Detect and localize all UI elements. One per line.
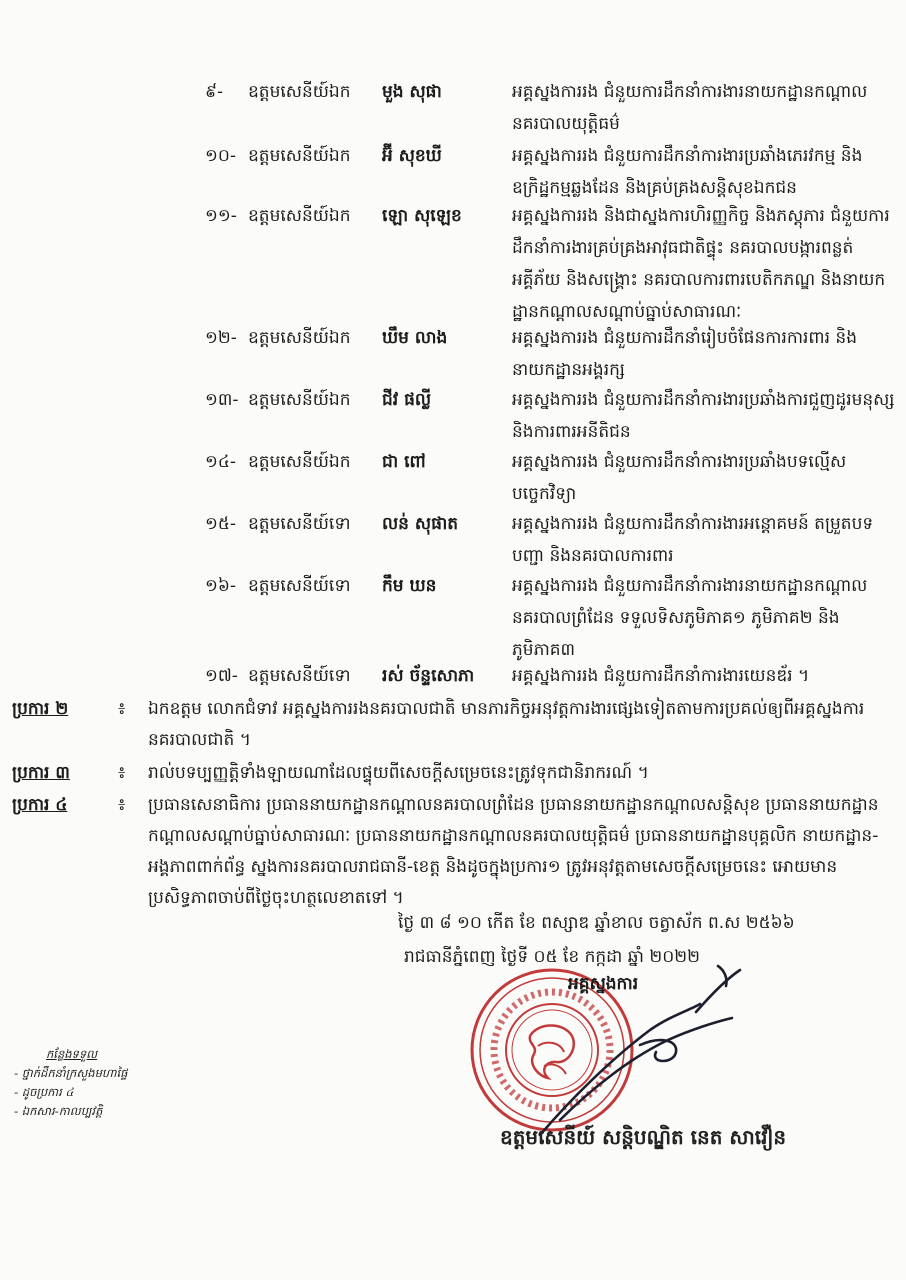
member-rank: ឧត្តមសេនីយ៍ឯក xyxy=(248,390,351,410)
distribution-item: - ថ្នាក់ដឹកនាំក្រសួងមហាផ្ទៃ xyxy=(14,1066,128,1080)
member-name: ឡោ សុឡេខ xyxy=(382,206,462,226)
member-name: ជា ពៅ xyxy=(382,452,426,472)
member-number: ១៥- xyxy=(205,514,237,534)
member-position: អគ្គស្នងការរង ជំនួយការដឹកនាំការងារយេនឌ័រ ។ xyxy=(512,666,810,686)
member-rank: ឧត្តមសេនីយ៍ឯក xyxy=(248,82,351,102)
member-rank: ឧត្តមសេនីយ៍ឯក xyxy=(248,328,351,348)
member-position: អគ្គស្នងការរង ជំនួយការដឹកនាំការងារនាយកដ្ឋានកណ្ដាលនគរបាលយុត្តិធម៌ xyxy=(512,82,868,134)
member-position: អគ្គស្នងការរង ជំនួយការដឹកនាំការងារប្រឆាំងបទល្មើសបច្ចេកវិទ្យា xyxy=(512,452,847,504)
handwritten-signature xyxy=(500,940,760,1140)
signatory-name: ឧត្តមសេនីយ៍ សន្តិបណ្ឌិត នេត សាវឿន xyxy=(500,1125,787,1149)
member-name: ជីវ ផល្លី xyxy=(382,390,432,410)
distribution-title: កន្លែងទទួល xyxy=(46,1047,98,1061)
distribution-list xyxy=(14,1045,127,1121)
member-number: ១៣- xyxy=(205,390,239,410)
member-name: ឃឹម លាង xyxy=(382,328,448,348)
member-rank: ឧត្តមសេនីយ៍ឯក xyxy=(248,146,351,166)
article-colon: ៖ xyxy=(118,763,126,783)
member-number: ១៦- xyxy=(205,576,237,596)
distribution-item: - ឯកសារ-កាលប្បវត្តិ xyxy=(14,1104,103,1118)
article-colon: ៖ xyxy=(118,795,126,815)
member-position: អគ្គស្នងការរង ជំនួយការដឹកនាំរៀបចំផែនការការពារ និងនាយកដ្ឋានអង្គរក្ស xyxy=(512,328,857,380)
article-text: ឯកឧត្តម លោកជំទាវ អគ្គស្នងការរងនគរបាលជាតិ មានភារកិច្ចអនុវត្តការងារផ្សេងទៀតតាមការប្រគល់ឲ្យពីអគ្គស្នងការនគរបាលជាតិ ។ xyxy=(148,699,865,750)
article-label: ប្រការ ២ xyxy=(12,699,69,719)
member-name: អ៊ី សុខឃី xyxy=(382,146,442,166)
member-rank: ឧត្តមសេនីយ៍ទោ xyxy=(248,576,351,596)
member-position: អគ្គស្នងការរង ជំនួយការដឹកនាំការងារអន្តោគមន៍ តម្រួតបទបញ្ជា និងនគរបាលការពារ xyxy=(512,514,874,566)
member-number: ១៧- xyxy=(205,666,238,686)
member-number: ១២- xyxy=(205,328,237,348)
article-text: រាល់បទប្បញ្ញត្តិទាំងឡាយណាដែលផ្ទុយពីសេចក្ដីសម្រេចនេះត្រូវទុកជានិរាករណ៍ ។ xyxy=(148,763,649,783)
member-name: លន់ សុផាត xyxy=(382,514,459,534)
member-position: អគ្គស្នងការរង ជំនួយការដឹកនាំការងារប្រឆាំងការជួញដូរមនុស្ស និងការពារអនីតិជន xyxy=(512,390,895,442)
article-text: ប្រធានសេនាធិការ ប្រធាននាយកដ្ឋានកណ្ដាលនគរបាលព្រំដែន ប្រធាននាយកដ្ឋានកណ្ដាលសន្តិសុខ ប្រធាននាយកដ្ឋានកណ្ដាលសណ្ដាប់ធ្នាប់សាធារណៈ ប្រធាននាយកដ្ឋានកណ្ដាលនគរបាលយុត្តិធម៌ ប្រធាននាយកដ្ឋានបុគ្គលិក នាយកដ្ឋាន-អង្គភាពពាក់ព័ន្ធ ស្នងការនគរបាលរាជធានី-ខេត្ត និងដូចក្នុងប្រការ១ ត្រូវអនុវត្តតាមសេចក្ដីសម្រេចនេះ អោយមានប្រសិទ្ធភាពចាប់ពីថ្ងៃចុះហត្ថលេខាតទៅ ។ xyxy=(148,795,879,908)
member-number: ១០- xyxy=(205,146,237,166)
member-position: អគ្គស្នងការរង ជំនួយការដឹកនាំការងារនាយកដ្ឋានកណ្ដាលនគរបាលព្រំដែន ទទួលទិសភូមិភាគ១ ភូមិភាគ២ និងភូមិភាគ៣ xyxy=(512,576,868,660)
article-colon: ៖ xyxy=(118,699,126,719)
signatory-title: អគ្គស្នងការ xyxy=(568,974,639,994)
lunar-date: ថ្ងៃ ៣ ៨ ១០ កើត ខែ ពស្សាឌ ឆ្នាំខាល ចត្វាស័ក ព.ស ២៥៦៦ xyxy=(398,913,795,933)
member-rank: ឧត្តមសេនីយ៍ទោ xyxy=(248,666,351,686)
distribution-item: - ដូចប្រការ ៤ xyxy=(14,1085,74,1099)
member-position: អគ្គស្នងការរង និងជាស្នងការហិរញ្ញកិច្ច និងភស្តុភារ ជំនួយការដឹកនាំការងារគ្រប់គ្រងអាវុធជាតិផ្ទុះ នគរបាលបង្ការពន្លត់អគ្គីភ័យ និងសង្គ្រោះ នគរបាលការពារបេតិកភណ្ឌ និងនាយកដ្ឋានកណ្ដាលសណ្ដាប់ធ្នាប់សាធារណៈ xyxy=(512,206,890,322)
member-rank: ឧត្តមសេនីយ៍ទោ xyxy=(248,514,351,534)
member-name: រស់ ច័ន្ទសោភា xyxy=(382,666,475,686)
member-position: អគ្គស្នងការរង ជំនួយការដឹកនាំការងារប្រឆាំងភេរវកម្ម និងឧក្រិដ្ឋកម្មឆ្លងដែន និងគ្រប់គ្រងសន្តិសុខឯកជន xyxy=(512,146,863,198)
member-name: មួង សុផា xyxy=(382,82,442,102)
solar-date: រាជធានីភ្នំពេញ ថ្ងៃទី ០៥ ខែ កក្កដា ឆ្នាំ ២០២២ xyxy=(404,947,700,967)
member-rank: ឧត្តមសេនីយ៍ឯក xyxy=(248,206,351,226)
member-number: ១១- xyxy=(205,206,237,226)
member-name: កឹម ឃន xyxy=(382,576,437,596)
article-label: ប្រការ ៣ xyxy=(12,763,70,783)
member-rank: ឧត្តមសេនីយ៍ឯក xyxy=(248,452,351,472)
member-number: ៩- xyxy=(205,82,224,102)
member-number: ១៤- xyxy=(205,452,237,472)
article-label: ប្រការ ៤ xyxy=(12,795,68,815)
